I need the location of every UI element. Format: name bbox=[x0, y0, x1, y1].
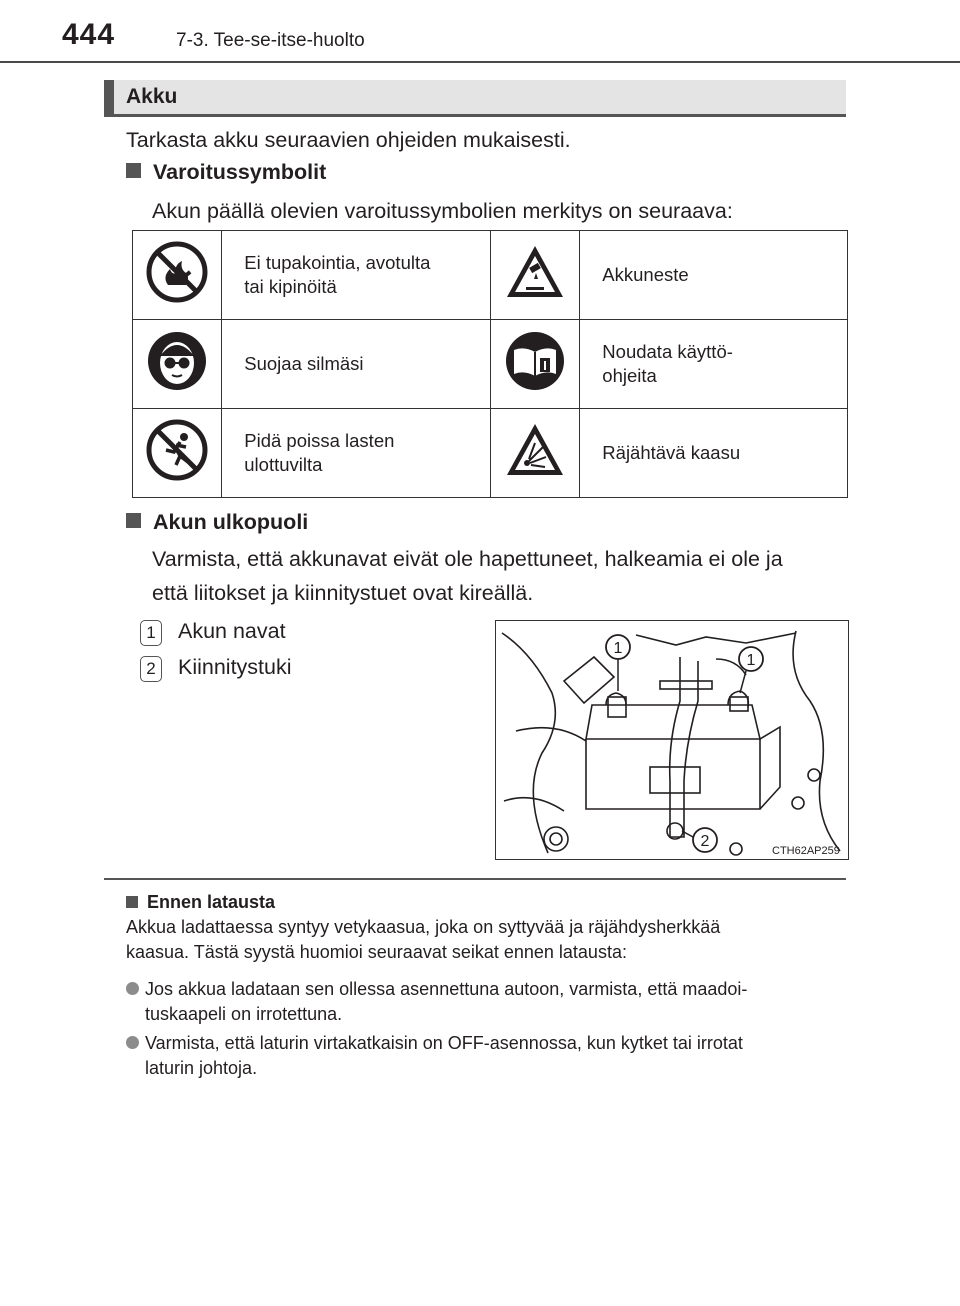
table-cell bbox=[222, 231, 491, 320]
warning-symbol-table bbox=[132, 230, 848, 498]
icon-cell bbox=[133, 320, 222, 409]
chapter-title: 7-3. Tee-se-itse-huolto bbox=[176, 30, 365, 51]
exterior-text-line2: että liitokset ja kiinnitystuet ovat kireällä. bbox=[152, 581, 534, 605]
charging-text-line2: kaasua. Tästä syystä huomioi seuraavat seikat ennen latausta: bbox=[126, 942, 627, 962]
battery-illustration bbox=[495, 620, 849, 860]
symbol-label: Noudata käyttö- ohjeita bbox=[602, 341, 733, 386]
icon-cell bbox=[491, 409, 580, 498]
figure-code: CTH62AP259 bbox=[772, 845, 840, 857]
warnings-heading bbox=[126, 160, 326, 185]
table-cell bbox=[222, 409, 491, 498]
section-divider bbox=[104, 878, 846, 880]
table-cell bbox=[580, 231, 848, 320]
symbol-label: Ei tupakointia, avotulta tai kipinöitä bbox=[244, 252, 431, 297]
symbol-label: Suojaa silmäsi bbox=[244, 353, 364, 374]
legend-label: Akun navat bbox=[177, 619, 286, 643]
intro-text: Tarkasta akku seuraavien ohjeiden mukaisesti. bbox=[126, 128, 571, 152]
charging-text-line1: Akkua ladattaessa syntyy vetykaasua, joka on syttyvää ja räjähdysherkkää bbox=[126, 917, 721, 937]
section-bar-tab bbox=[104, 80, 114, 114]
callout-number: 1 bbox=[140, 620, 162, 646]
list-item bbox=[126, 1031, 846, 1056]
square-bullet-icon bbox=[126, 513, 141, 528]
bullet-text-line1: Jos akkua ladataan sen ollessa asennettuna autoon, varmista, että maadoi- bbox=[145, 979, 748, 999]
list-item bbox=[126, 977, 846, 1002]
warnings-text: Akun päällä olevien varoitussymbolien merkitys on seuraava: bbox=[152, 199, 733, 223]
callout-number: 2 bbox=[140, 656, 162, 682]
battery-drawing bbox=[496, 621, 848, 859]
eye-protection-icon bbox=[146, 330, 208, 392]
bullet-text-line2: laturin johtoja. bbox=[145, 1058, 258, 1078]
round-bullet-icon bbox=[126, 982, 139, 995]
symbol-label: Akkuneste bbox=[602, 264, 689, 285]
charging-heading bbox=[126, 890, 275, 915]
legend-item bbox=[140, 650, 292, 684]
icon-cell bbox=[491, 231, 580, 320]
table-row bbox=[133, 231, 848, 320]
no-smoking-icon bbox=[146, 241, 208, 303]
icon-cell bbox=[491, 320, 580, 409]
exterior-heading bbox=[126, 510, 308, 535]
corrosive-acid-icon bbox=[504, 243, 566, 301]
callout-label: 2 bbox=[700, 833, 710, 850]
legend-label: Kiinnitystuki bbox=[177, 655, 292, 679]
page-number: 444 bbox=[62, 18, 116, 51]
exterior-heading-label: Akun ulkopuoli bbox=[153, 510, 309, 534]
symbol-label: Räjähtävä kaasu bbox=[602, 442, 741, 463]
charging-heading-label: Ennen latausta bbox=[147, 892, 276, 912]
square-bullet-icon bbox=[126, 896, 138, 908]
exterior-text-line1: Varmista, että akkunavat eivät ole hapettuneet, halkeamia ei ole ja bbox=[152, 547, 783, 571]
bullet-text-line2: tuskaapeli on irrotettuna. bbox=[145, 1004, 343, 1024]
square-bullet-icon bbox=[126, 163, 141, 178]
bullet-text-line1: Varmista, että laturin virtakatkaisin on OFF-asennossa, kun kytket tai irrotat bbox=[145, 1033, 743, 1053]
explosive-gas-icon bbox=[504, 421, 566, 479]
callout-label: 1 bbox=[613, 640, 623, 657]
table-cell bbox=[222, 320, 491, 409]
table-row bbox=[133, 320, 848, 409]
header-divider bbox=[0, 61, 960, 63]
symbol-label: Pidä poissa lasten ulottuvilta bbox=[244, 430, 395, 475]
icon-cell bbox=[133, 231, 222, 320]
warnings-heading-label: Varoitussymbolit bbox=[153, 160, 327, 184]
callout-label: 1 bbox=[746, 652, 756, 669]
icon-cell bbox=[133, 409, 222, 498]
table-row bbox=[133, 409, 848, 498]
keep-away-children-icon bbox=[146, 419, 208, 481]
read-manual-icon bbox=[504, 330, 566, 392]
round-bullet-icon bbox=[126, 1036, 139, 1049]
section-title: Akku bbox=[126, 85, 178, 108]
table-cell bbox=[580, 320, 848, 409]
table-cell bbox=[580, 409, 848, 498]
section-title-bar bbox=[104, 80, 846, 117]
legend-item bbox=[140, 614, 286, 648]
